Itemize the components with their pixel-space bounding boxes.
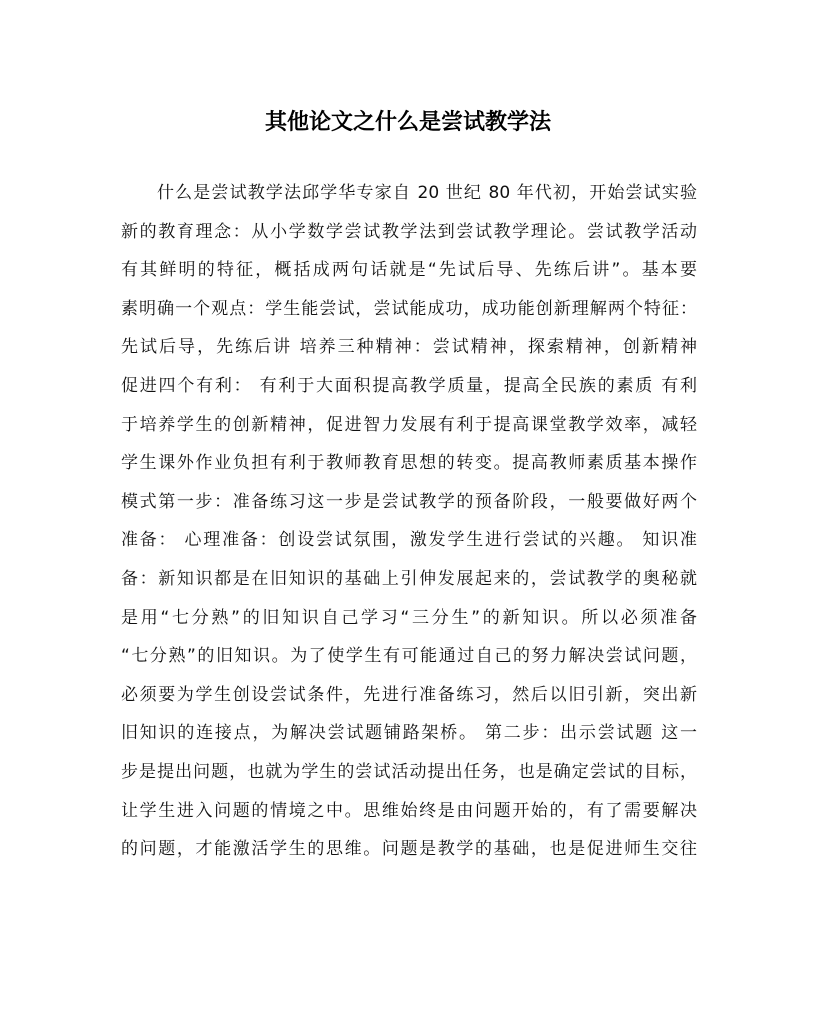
body-line: 是用“七分熟”的旧知识自己学习“三分生”的新知识。所以必须准备 bbox=[121, 607, 697, 628]
body-line: 备：新知识都是在旧知识的基础上引伸发展起来的，尝试教学的奥秘就 bbox=[121, 568, 697, 589]
body-line: “七分熟”的旧知识。为了使学生有可能通过自己的努力解决尝试问题， bbox=[121, 646, 697, 667]
body-line: 促进四个有利： 有利于大面积提高教学质量，提高全民族的素质 有利 bbox=[121, 375, 697, 396]
document-body bbox=[121, 174, 697, 869]
body-line: 准备： 心理准备：创设尝试氛围，激发学生进行尝试的兴趣。 知识准 bbox=[121, 530, 697, 551]
body-line: 先试后导，先练后讲 培养三种精神：尝试精神，探索精神，创新精神 bbox=[121, 337, 697, 358]
body-line: 什么是尝试教学法邱学华专家自 20 世纪 80 年代初，开始尝试实验 bbox=[157, 183, 697, 203]
body-line: 旧知识的连接点，为解决尝试题铺路架桥。 第二步：出示尝试题 这一 bbox=[121, 723, 697, 744]
body-line: 模式第一步：准备练习这一步是尝试教学的预备阶段，一般要做好两个 bbox=[121, 491, 697, 512]
body-line: 素明确一个观点：学生能尝试，尝试能成功，成功能创新理解两个特征： bbox=[121, 298, 697, 319]
body-line: 步是提出问题，也就为学生的尝试活动提出任务，也是确定尝试的目标， bbox=[121, 761, 697, 782]
body-line: 新的教育理念：从小学数学尝试教学法到尝试教学理论。尝试教学活动 bbox=[121, 221, 697, 242]
body-line: 学生课外作业负担有利于教师教育思想的转变。提高教师素质基本操作 bbox=[121, 453, 697, 474]
body-line: 必须要为学生创设尝试条件，先进行准备练习，然后以旧引新，突出新 bbox=[121, 684, 697, 705]
body-line: 让学生进入问题的情境之中。思维始终是由问题开始的，有了需要解决 bbox=[121, 800, 697, 821]
body-line: 有其鲜明的特征，概括成两句话就是“先试后导、先练后讲”。基本要 bbox=[121, 260, 697, 281]
body-line: 于培养学生的创新精神，促进智力发展有利于提高课堂教学效率，减轻 bbox=[121, 414, 697, 435]
document-title: 其他论文之什么是尝试教学法 bbox=[264, 109, 551, 135]
body-line: 的问题，才能激活学生的思维。问题是教学的基础，也是促进师生交往 bbox=[121, 839, 697, 860]
